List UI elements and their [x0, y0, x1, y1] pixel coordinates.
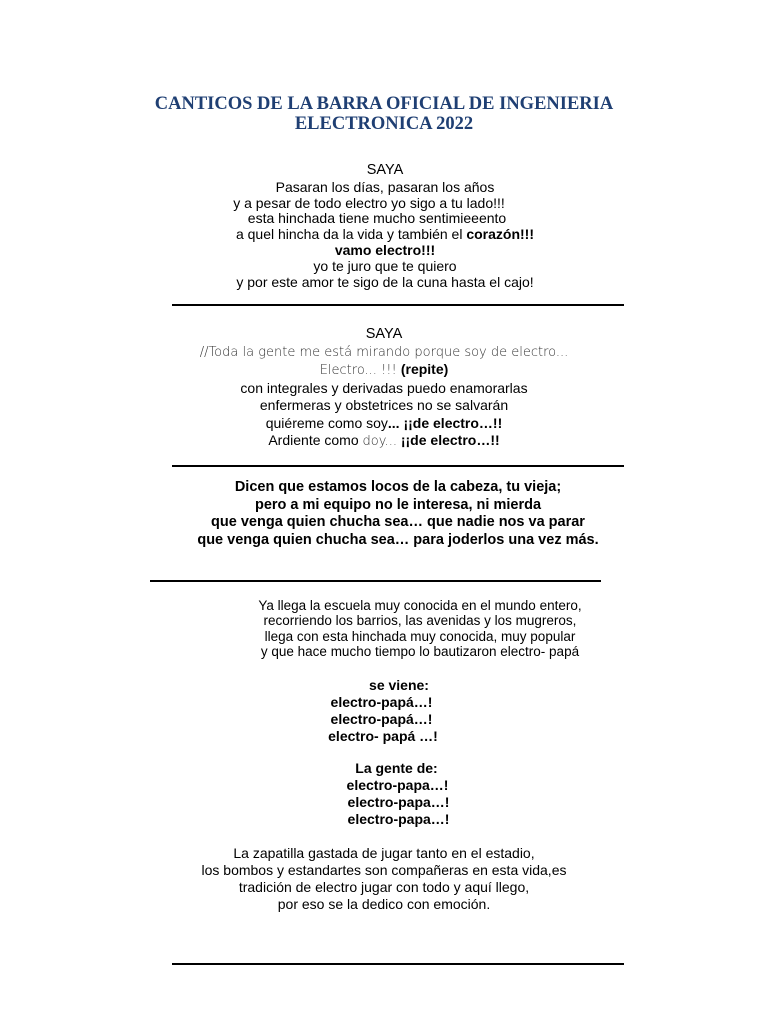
chorus-line: electro-papa…!: [347, 794, 450, 810]
song-4-line: y que hace mucho tiempo lo bautizaron electro- papá: [260, 643, 580, 659]
song-4-line: Ya llega la escuela muy conocida en el mundo entero,: [258, 598, 582, 613]
song-4-chorus-1: [0, 677, 768, 745]
song-2-line: //Toda la gente me está mirando porque soy de electro...: [199, 344, 569, 360]
closing-line: por eso se la dedico con emoción.: [277, 896, 491, 912]
song-1: [0, 163, 768, 290]
chorus-line: electro-papá…!: [330, 694, 433, 710]
song-1-line: a quel hincha da la vida y también el corazón!!!: [235, 226, 535, 243]
song-2-line: enfermeras y obstetrices no se salvarán: [259, 397, 509, 413]
song-4-line: recorriendo los barrios, las avenidas y los mugreros,: [263, 613, 577, 629]
title-line-1: CANTICOS DE LA BARRA OFICIAL DE INGENIERIA: [154, 94, 614, 114]
song-3-line: Dicen que estamos locos de la cabeza, tu vieja;: [234, 479, 562, 495]
song-1-line: esta hinchada tiene mucho sentimieeento: [247, 210, 507, 227]
song-2-line: Ardiente como doy... ¡¡de electro…!!: [268, 432, 500, 449]
divider: [172, 304, 624, 306]
closing-line: La zapatilla gastada de jugar tanto en el estadio,: [233, 845, 535, 861]
chorus-line: electro-papa…!: [347, 811, 450, 827]
song-3-line: que venga quien chucha sea… que nadie nos va parar: [211, 514, 585, 530]
song-1-line: vamo electro!!!: [334, 241, 436, 258]
song-2: [0, 326, 768, 451]
song-2-heading: SAYA: [365, 326, 403, 342]
song-3-line: que venga quien chucha sea… para joderlos una vez más.: [197, 531, 599, 548]
divider: [172, 465, 624, 467]
song-3-line: pero a mi equipo no le interesa, ni mierda: [254, 496, 542, 513]
song-1-heading: SAYA: [366, 162, 404, 178]
chorus-line: La gente de:: [355, 760, 438, 776]
chorus-line: se viene:: [369, 677, 429, 693]
song-1-line: y por este amor te sigo de la cuna hasta el cajo!: [236, 273, 534, 290]
divider: [172, 963, 624, 965]
closing-line: los bombos y estandartes son compañeras en esta vida,es: [201, 862, 567, 878]
song-1-line: Pasaran los días, pasaran los años: [275, 178, 495, 195]
song-4-closing: [0, 845, 768, 913]
repite-label: (repite): [400, 361, 449, 377]
chorus-line: electro- papá …!: [328, 728, 438, 744]
chorus-line: electro-papá…!: [330, 711, 433, 727]
closing-line: tradición de electro jugar con todo y aquí llego,: [238, 879, 530, 895]
divider: [150, 580, 601, 582]
song-4-verse: [0, 598, 768, 659]
song-3: [0, 479, 768, 549]
document-title: [0, 94, 768, 134]
song-1-line: yo te juro que te quiero: [313, 257, 457, 274]
song-4-chorus-2: [0, 760, 768, 828]
song-2-line: Electro... !!! (repite): [319, 361, 449, 378]
song-2-line: con integrales y derivadas puedo enamorarlas: [240, 379, 528, 396]
chorus-line: electro-papa…!: [346, 777, 449, 793]
song-4-line: llega con esta hinchada muy conocida, muy popular: [264, 628, 576, 644]
song-2-line: quiéreme como soy... ¡¡de electro…!!: [265, 414, 503, 431]
song-1-line: y a pesar de todo electro yo sigo a tu lado!!!: [233, 194, 505, 211]
title-line-2: ELECTRONICA 2022: [294, 114, 474, 134]
song-1-bold-word: corazón!!!: [466, 226, 535, 243]
